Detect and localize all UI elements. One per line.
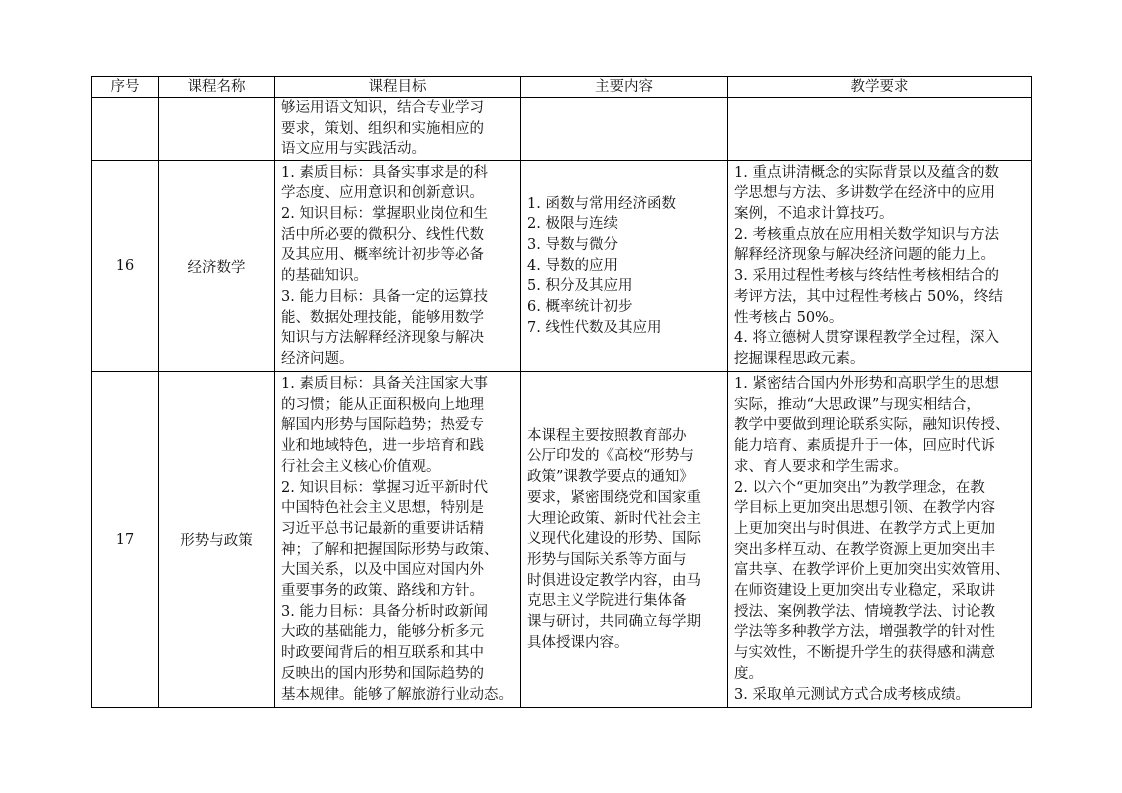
- cell-course-name: [159, 98, 275, 161]
- cell-line: 公厅印发的《高校“形势与: [527, 448, 694, 465]
- cell-line: 性考核占 50%。: [734, 309, 844, 326]
- cell-line: 上更加突出与时俱进、在教学方式上更加: [734, 520, 995, 537]
- cell-main-content: [521, 98, 728, 161]
- cell-line: 4. 将立德树人贯穿课程教学全过程，深入: [734, 330, 999, 347]
- header-course-goals: 课程目标: [275, 77, 521, 98]
- cell-line: 7. 线性代数及其应用: [527, 319, 662, 336]
- header-row: [92, 77, 1032, 98]
- cell-main-content: [521, 161, 728, 372]
- cell-line: 度。: [734, 665, 763, 682]
- cell-line: 知识与方法解释经济现象与解决: [281, 330, 484, 347]
- cell-line: 学思想与方法、多讲数学在经济中的应用: [734, 185, 995, 202]
- table-row: [92, 161, 1032, 372]
- cell-line: 1. 素质目标：具备关注国家大事: [281, 375, 488, 392]
- cell-line: 2. 极限与连续: [527, 216, 618, 233]
- cell-course-goals: [275, 98, 521, 161]
- cell-line: 学目标上更加突出思想引领、在教学内容: [734, 500, 995, 517]
- cell-line: 2. 以六个“更加突出”为教学理念，在教: [734, 479, 985, 496]
- cell-line: 课与研讨，共同确立每学期: [527, 614, 701, 631]
- cell-line: 5. 积分及其应用: [527, 278, 633, 295]
- cell-line: 形势与国际关系等方面与: [527, 551, 687, 568]
- cell-line: 大国关系，以及中国应对国内外: [281, 562, 484, 579]
- cell-line: 3. 导数与微分: [527, 237, 618, 254]
- cell-line: 2. 考核重点放在应用相关数学知识与方法: [734, 226, 999, 243]
- cell-line: 行社会主义核心价值观。: [281, 458, 441, 475]
- header-course-name: 课程名称: [159, 77, 275, 98]
- cell-course-name: 经济数学: [159, 161, 275, 372]
- cell-line: 中国特色社会主义思想，特别是: [281, 500, 484, 517]
- cell-line: 富共享、在教学评价上更加突出实效管用、: [734, 562, 1010, 579]
- cell-line: 够运用语文知识，结合专业学习: [281, 100, 484, 116]
- cell-line: 及其应用、概率统计初步等必备: [281, 247, 484, 264]
- cell-line: 政策”课教学要点的通知》: [527, 469, 694, 486]
- cell-line: 时俱进设定教学内容，由马: [527, 572, 701, 589]
- cell-line: 语文应用与实践活动。: [281, 141, 426, 158]
- cell-line: 学态度、应用意识和创新意识。: [281, 185, 484, 202]
- cell-line: 考评方法，其中过程性考核占 50%，终结: [734, 288, 1003, 305]
- cell-line: 神；了解和把握国际形势与政策、: [281, 541, 499, 558]
- cell-line: 学法等多种教学方法，增强教学的针对性: [734, 624, 995, 641]
- cell-line: 基本规律。能够了解旅游行业动态。: [281, 686, 513, 703]
- cell-line: 的基础知识。: [281, 268, 368, 285]
- cell-line: 在师资建设上更加突出专业稳定，采取讲: [734, 583, 995, 600]
- cell-line: 1. 素质目标：具备实事求是的科: [281, 164, 488, 181]
- cell-line: 大政的基础能力，能够分析多元: [281, 624, 484, 641]
- cell-line: 3. 采取单元测试方式合成考核成绩。: [734, 686, 970, 703]
- header-no: 序号: [92, 77, 159, 98]
- cell-line: 案例，不追求计算技巧。: [734, 206, 894, 222]
- cell-line: 3. 能力目标：具备一定的运算技: [281, 288, 488, 305]
- cell-course-name: 形势与政策: [159, 372, 275, 708]
- header-teaching-requirements: 教学要求: [728, 77, 1032, 98]
- cell-line: 4. 导数的应用: [527, 257, 618, 274]
- cell-line: 1. 重点讲清概念的实际背景以及蕴含的数: [734, 164, 999, 181]
- cell-line: 挖掘课程思政元素。: [734, 350, 865, 367]
- cell-line: 2. 知识目标：掌握习近平新时代: [281, 479, 488, 496]
- cell-line: 经济问题。: [281, 350, 354, 367]
- cell-line: 与实效性，不断提升学生的获得感和满意: [734, 645, 995, 662]
- cell-line: 解释经济现象与解决经济问题的能力上。: [734, 247, 995, 264]
- cell-line: 要求，紧密围绕党和国家重: [527, 489, 701, 506]
- cell-course-goals: [275, 161, 521, 372]
- cell-line: 突出多样互动、在教学资源上更加突出丰: [734, 541, 995, 558]
- cell-line: 的习惯；能从正面积极向上地理: [281, 396, 484, 413]
- cell-line: 1. 函数与常用经济函数: [527, 195, 676, 212]
- cell-line: 能力培育、素质提升于一体，回应时代诉: [734, 438, 995, 455]
- cell-no: [92, 98, 159, 161]
- cell-line: 反映出的国内形势和国际趋势的: [281, 665, 484, 682]
- cell-line: 时政要闻背后的相互联系和其中: [281, 645, 484, 662]
- cell-line: 大理论政策、新时代社会主: [527, 510, 701, 527]
- cell-no: 16: [92, 161, 159, 372]
- cell-line: 重要事务的政策、路线和方针。: [281, 583, 484, 600]
- cell-line: 6. 概率统计初步: [527, 299, 633, 316]
- cell-line: 业和地域特色，进一步培育和践: [281, 438, 484, 455]
- cell-teaching-requirements: [728, 161, 1032, 372]
- cell-line: 本课程主要按照教育部办: [527, 427, 687, 444]
- cell-line: 2. 知识目标：掌握职业岗位和生: [281, 206, 488, 222]
- cell-line: 义现代化建设的形势、国际: [527, 531, 701, 548]
- course-table: [91, 76, 1032, 708]
- cell-line: 1. 紧密结合国内外形势和高职学生的思想: [734, 375, 999, 392]
- cell-line: 教学中要做到理论联系实际，融知识传授、: [734, 417, 1010, 434]
- cell-course-goals: [275, 372, 521, 708]
- cell-line: 授法、案例教学法、情境教学法、讨论教: [734, 603, 995, 620]
- cell-line: 求、育人要求和学生需求。: [734, 458, 908, 475]
- cell-line: 3. 能力目标：具备分析时政新闻: [281, 603, 488, 620]
- cell-line: 要求，策划、组织和实施相应的: [281, 120, 484, 137]
- cell-teaching-requirements: [728, 98, 1032, 161]
- cell-main-content: [521, 372, 728, 708]
- cell-line: 活中所必要的微积分、线性代数: [281, 226, 484, 243]
- cell-line: 解国内形势与国际趋势；热爱专: [281, 417, 484, 434]
- table-row: [92, 372, 1032, 708]
- cell-line: 3. 采用过程性考核与终结性考核相结合的: [734, 268, 999, 285]
- header-main-content: 主要内容: [521, 77, 728, 98]
- cell-line: 能、数据处理技能，能够用数学: [281, 309, 484, 326]
- cell-no: 17: [92, 372, 159, 708]
- cell-line: 习近平总书记最新的重要讲话精: [281, 520, 484, 537]
- table-row: [92, 98, 1032, 161]
- cell-line: 实际，推动“大思政课”与现实相结合，: [734, 396, 981, 413]
- cell-teaching-requirements: [728, 372, 1032, 708]
- cell-line: 克思主义学院进行集体备: [527, 593, 687, 610]
- cell-line: 具体授课内容。: [527, 634, 629, 651]
